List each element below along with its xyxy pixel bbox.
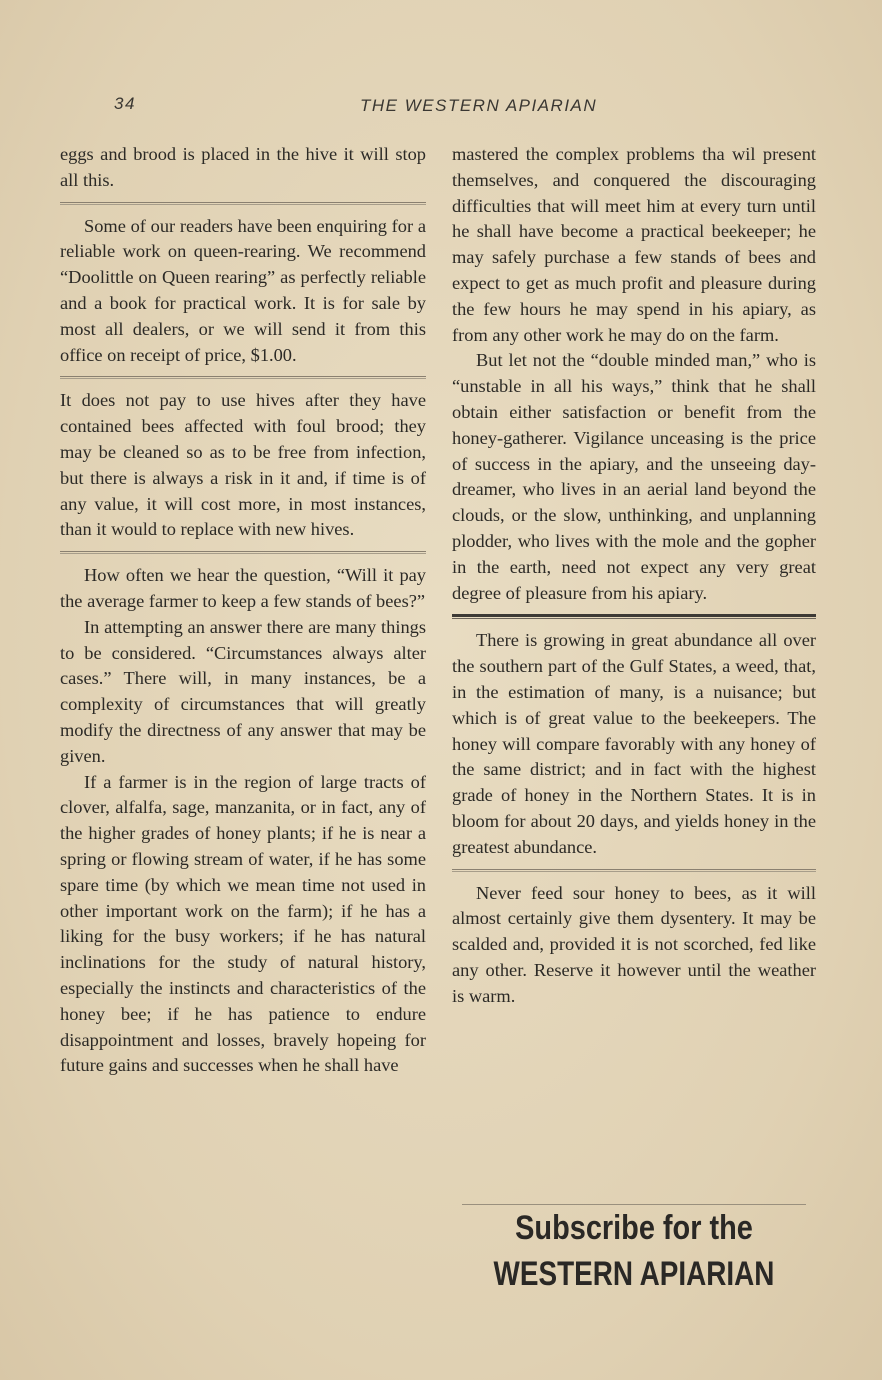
- divider: [452, 869, 816, 872]
- paragraph-practical-beekeeper: mastered the complex problems tha wil present themselves, and conquered the discouraging difficulties that will meet him at every turn until he shall have become a practical beekeeper; he may safely purchase a few stands of bees and expect to get as much profit and pleasure during the few hours he may spend in his apiary, as from any other work he may do on the farm.: [452, 144, 816, 345]
- divider-thick: [452, 614, 816, 619]
- left-column: [60, 142, 426, 1079]
- divider: [60, 376, 426, 379]
- right-column: [452, 142, 816, 1010]
- paragraph-brood-continued: eggs and brood is placed in the hive it will stop all this.: [60, 144, 426, 190]
- paragraph-question: How often we hear the question, “Will it pay the average farmer to keep a few stands of bees?”: [60, 565, 426, 611]
- paragraph-farmer-conditions: If a farmer is in the region of large tracts of clover, alfalfa, sage, manzanita, or in fact, any of the higher grades of honey plants; if he is near a spring or flowing stream of water, if he has some spare time (by which we mean time not used in other important work on the farm); if he has a liking for the busy workers; if he has natural inclinations for the study of natural history, especially the instincts and characteristics of the honey bee; if he has patience to endure disappointment and losses, bravely hopeing for future gains and successes when he shall have: [60, 771, 426, 1076]
- page-header: [60, 94, 820, 120]
- paragraph-foul-brood: It does not pay to use hives after they have contained bees affected with foul brood; they may be cleaned so as to be free from infection, but there is always a risk in it and, if time is of any value, it will cost more, in most instances, than it would to replace with new hives.: [60, 390, 426, 540]
- running-title: THE WESTERN APIARIAN: [360, 96, 598, 115]
- page-number: 34: [114, 94, 136, 113]
- subscribe-advert: [452, 1204, 816, 1295]
- paragraph-answer: In attempting an answer there are many things to be considered. “Circumstances always alter cases.” There will, in many instances, be a complexity of circumstances that will greatly modify the directness of any answer that may be given.: [60, 616, 426, 766]
- paragraph-double-minded: But let not the “double minded man,” who is “unstable in all his ways,” think that he shall obtain either satisfaction or benefit from the honey-gatherer. Vigilance unceasing is the price of success in the apiary, and the unseeing day-dreamer, who lives in an aerial land beyond the clouds, or the slow, unthinking, and unplanning plodder, who lives with the mole and the gopher in the earth, need not expect any very great degree of pleasure from his apiary.: [452, 350, 816, 603]
- paragraph-queen-rearing: Some of our readers have been enquiring for a reliable work on queen-rearing. We recommend “Doolittle on Queen rearing” as perfectly reliable and a book for practical work. It is for sale by most all dealers, or we will send it from this office on receipt of price, $1.00.: [60, 215, 426, 365]
- advert-line-title: WESTERN APIARIAN: [493, 1255, 775, 1293]
- paragraph-gulf-weed: There is growing in great abundance all over the southern part of the Gulf States, a weed, that, in the estimation of many, is a nuisance; but which is of great value to the beekeepers. The honey will compare favorably with any honey of the same district; and in fact with the highest grade of honey in the Northern States. It is in bloom for about 20 days, and yields honey in the greatest abundance.: [452, 630, 816, 857]
- divider: [60, 202, 426, 205]
- divider: [60, 551, 426, 554]
- advert-rule: [462, 1204, 806, 1205]
- advert-line-subscribe: Subscribe for the: [515, 1209, 753, 1247]
- paragraph-sour-honey: Never feed sour honey to bees, as it will almost certainly give them dysentery. It may be scalded and, provided it is not scorched, fed like any other. Reserve it however until the weather is warm.: [452, 882, 816, 1006]
